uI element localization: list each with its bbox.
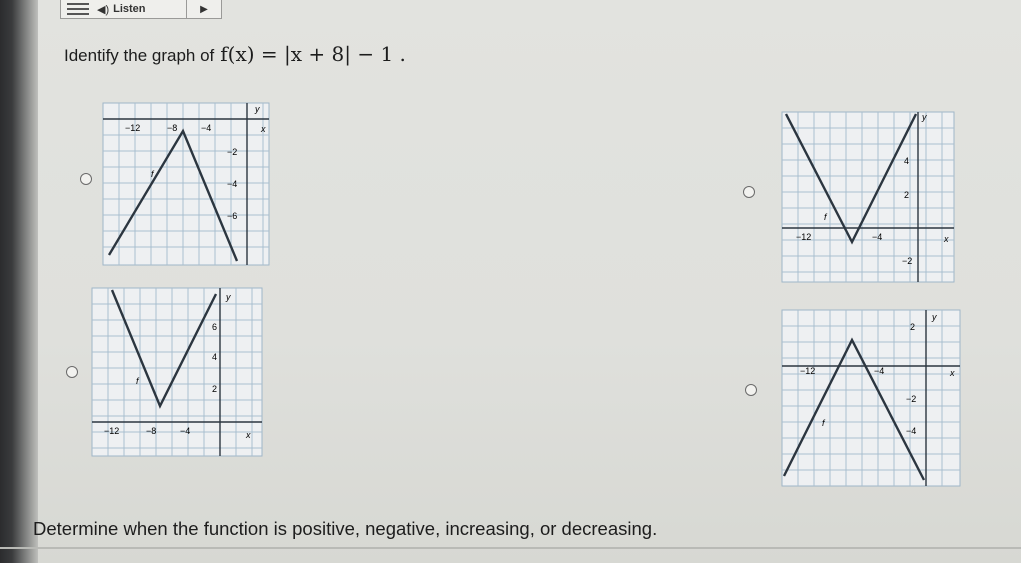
- y-tick: −2: [906, 394, 917, 404]
- axis-x-label: x: [246, 430, 251, 440]
- choice-a-graph: [103, 103, 269, 265]
- x-tick: −8: [167, 123, 178, 133]
- menu-icon[interactable]: [67, 3, 89, 15]
- y-tick: −4: [227, 179, 238, 189]
- curve-label: f: [822, 418, 825, 428]
- y-tick: −2: [227, 147, 238, 157]
- y-tick: 2: [910, 322, 916, 332]
- graph-b-svg: [782, 112, 954, 282]
- axis-y-label: y: [932, 312, 937, 322]
- x-tick: −12: [125, 123, 141, 133]
- x-tick: −4: [874, 366, 885, 376]
- choice-b-graph: [782, 112, 954, 282]
- x-tick: −4: [872, 232, 883, 242]
- choice-d-radio[interactable]: [745, 384, 757, 396]
- listen-toolbar: [60, 0, 222, 19]
- play-icon[interactable]: ▶: [186, 0, 221, 18]
- instruction-text: Determine when the function is positive, negative, increasing, or decreasing.: [33, 518, 658, 539]
- choice-c-graph: [92, 288, 262, 456]
- choice-d-graph: [782, 310, 960, 486]
- x-tick: −4: [180, 426, 191, 436]
- function-expression: f(x) = |x + 8| − 1 .: [220, 42, 406, 66]
- x-tick: −12: [104, 426, 120, 436]
- graph-a-svg: [103, 103, 269, 265]
- curve-label: f: [824, 212, 827, 222]
- y-tick: 4: [904, 156, 910, 166]
- choice-c-radio[interactable]: [66, 366, 78, 378]
- choice-a-radio[interactable]: [80, 173, 92, 185]
- x-tick: −12: [796, 232, 812, 242]
- axis-x-label: x: [261, 124, 266, 134]
- axis-y-label: y: [922, 112, 927, 122]
- y-tick: 2: [904, 190, 910, 200]
- speaker-icon[interactable]: ◀): [97, 3, 110, 16]
- axis-x-label: x: [950, 368, 955, 378]
- y-tick: 4: [212, 352, 218, 362]
- y-tick: 2: [212, 384, 218, 394]
- curve-label: f: [136, 376, 139, 386]
- graph-d-svg: [782, 310, 960, 486]
- axis-y-label: y: [255, 104, 260, 114]
- question-text: Identify the graph of: [64, 46, 215, 65]
- divider: [0, 547, 1021, 549]
- axis-y-label: y: [226, 292, 231, 302]
- y-tick: −2: [902, 256, 913, 266]
- y-tick: −6: [227, 211, 238, 221]
- choice-b-radio[interactable]: [743, 186, 755, 198]
- x-tick: −4: [201, 123, 212, 133]
- x-tick: −8: [146, 426, 157, 436]
- curve-label: f: [151, 169, 154, 179]
- axis-x-label: x: [944, 234, 949, 244]
- y-tick: 6: [212, 322, 218, 332]
- question-prompt: [64, 42, 406, 66]
- x-tick: −12: [800, 366, 816, 376]
- y-tick: −4: [906, 426, 917, 436]
- listen-button[interactable]: Listen: [113, 3, 146, 15]
- graph-c-svg: [92, 288, 262, 456]
